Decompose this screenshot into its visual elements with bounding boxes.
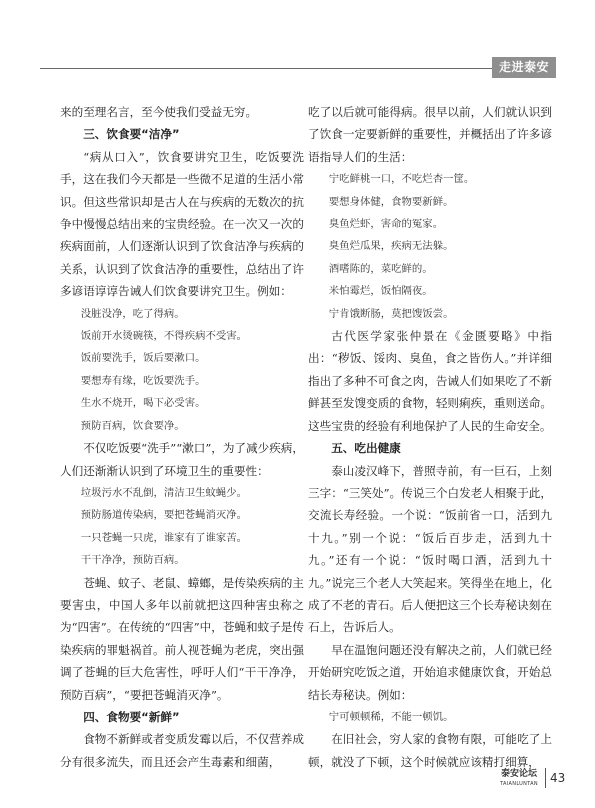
proverb-line: 生水不烧开，喝下必受害。 [80,397,206,410]
header-rule [40,68,550,69]
section-heading: 五、吃出健康 [331,441,401,456]
proverb-line: 垃圾污水不乱倒，清洁卫生蚊蝇少。 [80,486,248,499]
body-paragraph: “病从口入”，饮食要讲究卫生，吃饭要洗手，这在我们今天都是一些微不足道的生活小常识。但这些常识却是古人在与疾病的无数次的抗争中慢慢总结出来的宝贵经验。在一次又一次的疾病面前，人们逐渐认识到了饮食洁净与疾病的关系，认识到了饮食洁净的重要性，总结出了许多谚语谆谆告诫人们饮食要讲究卫生。例如： [60,149,304,299]
proverb-line: 干干净净，预防百病。 [80,554,185,567]
proverb-line: 宁可顿顿稀，不能一顿饥。 [328,710,454,723]
proverb-line: 饭前开水烫碗筷，不得疾病不受害。 [80,330,248,343]
proverb-line: 臭鱼烂虾，害命的冤家。 [328,218,444,231]
body-paragraph: 古代医学家张仲景在《金匮要略》中指出：“秽饭、馁肉、臭鱼，食之皆伤人。”并详细指出了多种不可食之肉，告诫人们如果吃了不新鲜甚至发馊变质的食物，轻则痢疾，重则送命。这些宝贵的经验有利地保护了人民的生命安全。 [308,329,552,433]
proverb-line: 臭鱼烂瓜果，疾病无法躲。 [328,240,454,253]
proverb-line: 宁肯饿断肠，莫把馊饭尝。 [328,307,454,320]
proverb-line: 预防百病，饮食要净。 [80,419,185,432]
proverb-line: 饭前要洗手，饭后要漱口。 [80,352,206,365]
section-tab: 走进泰安 [492,57,556,78]
body-paragraph: 食物不新鲜或者变质发霉以后，不仅营养成分有很多流失，而且还会产生毒素和细菌， [60,732,304,769]
body-paragraph: 苍蝇、蚊子、老鼠、蟑螂，是传染疾病的主要害虫，中国人多年以前就把这四种害虫称之为“四害”。在传统的“四害”中，苍蝇和蚊子是传染疾病的罪魁祸首。前人视苍蝇为老虎，突出强调了苍蝇的巨大危害性，呼吁人们“干干净净，预防百病”，“要把苍蝇消灭净”。 [60,575,304,702]
body-paragraph: 吃了以后就可能得病。很早以前，人们就认识到了饮食一定要新鲜的重要性，并概括出了许多谚语指导人们的生活： [308,105,552,164]
body-paragraph: 不仅吃饭要“洗手”“漱口”，为了减少疾病，人们还渐渐认识到了环境卫生的重要性： [60,441,304,478]
page-number: 43 [550,771,566,785]
proverb-line: 米怕霉烂，饭怕隔夜。 [328,285,433,298]
proverb-line: 一只苍蝇一只虎，谁家有了谁家苦。 [80,531,248,544]
footer-separator [545,768,546,788]
section-heading: 三、饮食要“洁净” [83,127,180,142]
body-paragraph: 在旧社会，穷人家的食物有限，可能吃了上顿，就没了下顿，这个时候就应该精打细算， [308,732,552,769]
proverb-line: 预防肠道传染病，要把苍蝇消灭净。 [80,509,248,522]
proverb-line: 酒嗜陈的，菜吃鲜的。 [328,262,433,275]
footer-brand-pinyin: TAIANLUNTAN [500,781,538,787]
footer-brand [498,769,540,788]
proverb-line: 要想寿有缘，吃饭要洗手。 [80,374,206,387]
body-paragraph: 来的至理名言，至今使我们受益无穷。 [60,105,258,119]
section-heading: 四、食物要“新鲜” [83,709,180,724]
right-column [308,101,552,773]
left-column [60,101,304,773]
body-paragraph: 泰山凌汉峰下，普照寺前，有一巨石，上刻三字：“三笑处”。传说三个白发老人相聚于此，交流长寿经验。一个说：“饭前省一口，活到九十九。”别一个说：“饭后百步走，活到九十九。”还有一个说：“饭时喝口酒，活到九十九。”说完三个老人大笑起来。笑得坐在地上，化成了不老的青石。后人便把这三个长寿秘诀刻在石上，告诉后人。 [308,463,552,635]
proverb-line: 没脏没净，吃了得病。 [80,307,185,320]
proverb-line: 要想身体健，食物要新鲜。 [328,195,454,208]
body-paragraph: 早在温饱问题还没有解决之前，人们就已经开始研究吃饭之道，开始追求健康饮食，开始总结长寿秘诀。例如： [308,642,552,702]
proverb-line: 宁吃鲜桃一口，不吃烂杏一筐。 [328,173,475,186]
footer-brand-name: 泰安论坛 [500,769,537,779]
